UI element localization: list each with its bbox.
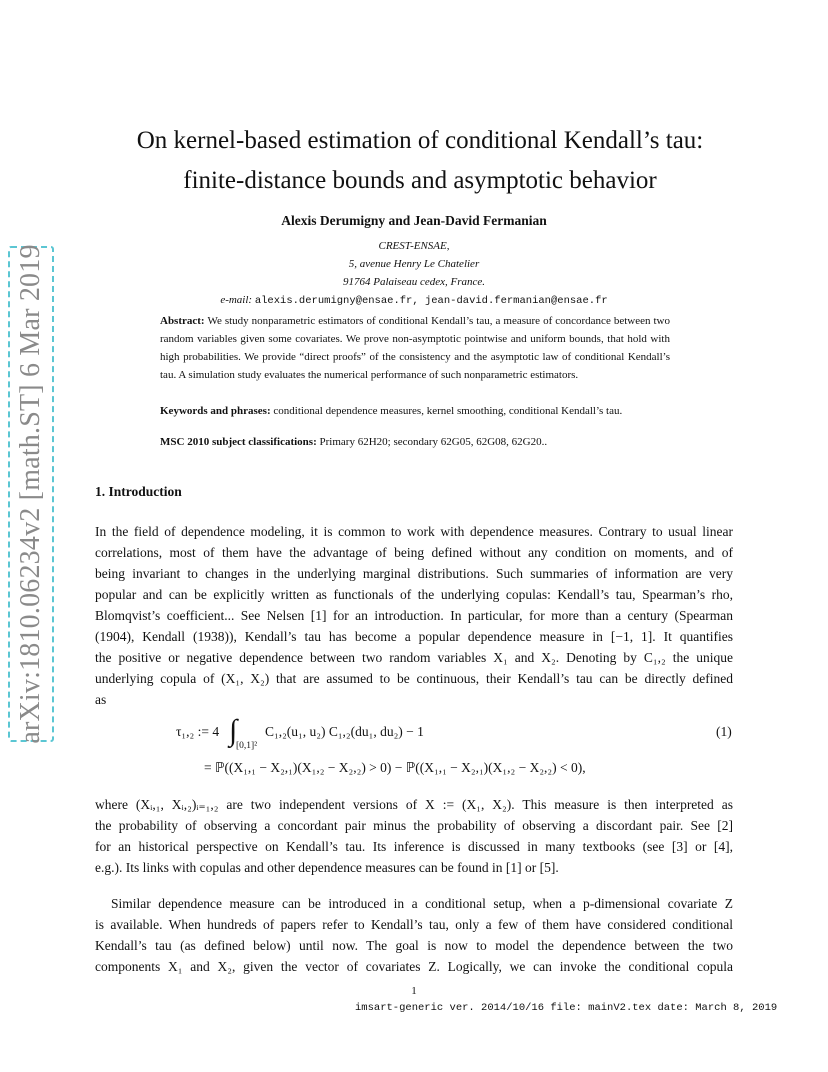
abstract-label: Abstract:: [160, 315, 205, 327]
authors: Alexis Derumigny and Jean-David Fermanian: [281, 213, 547, 228]
paragraph-line: for an historical perspective on Kendall’s tau. Its inference is discussed in many textbooks (see [3] or [4],: [95, 839, 733, 854]
equation-1-number: (1): [716, 724, 732, 739]
msc-classification: [160, 433, 670, 451]
abstract-text: We study nonparametric estimators of conditional Kendall’s tau, a measure of concordance between two random variables given some covariates. We prove non-asymptotic pointwise and uniform bounds, that hold with high probabilities. We provide “direct proofs” of the consistency and the asymptotic law of conditional Kendall’s tau. A simulation study evaluates the numerical performance of such nonparametric estimators.: [160, 315, 670, 381]
paragraph-line: popular and can be explicitly written as functionals of the underlying copulas: Kendall’s tau, Spearman’s rho,: [95, 587, 733, 602]
affiliation-line-2: 5, avenue Henry Le Chatelier: [348, 258, 480, 270]
paragraph-line: (1904), Kendall (1938)), Kendall’s tau has become a popular dependence measure in [−1, 1]. It quantifies: [95, 629, 733, 644]
integral-sign: ∫: [229, 714, 238, 747]
arxiv-identifier: arXiv:1810.06234v2 [math.ST] 6 Mar 2019: [15, 244, 46, 744]
paragraph-line: the probability of observing a concordant pair minus the probability of observing a discordant pair. See [2]: [95, 818, 733, 833]
section-heading-introduction: 1. Introduction: [95, 484, 182, 499]
paragraph-line: being invariant to changes in the underlying marginal distributions. Such summaries of information are very: [95, 566, 733, 581]
intro-paragraph-2: [95, 794, 733, 878]
keywords-text: conditional dependence measures, kernel smoothing, conditional Kendall’s tau.: [273, 405, 623, 417]
paragraph-line: components X₁ and X₂, given the vector of covariates Z. Logically, we can invoke the conditional copula: [95, 959, 733, 974]
paper-title-line-2: finite-distance bounds and asymptotic behavior: [183, 167, 657, 194]
paragraph-line: Blomqvist’s coefficient... See Nelsen [1] for an introduction. In particular, for more than a century (Spearman: [95, 608, 733, 623]
paragraph-line: underlying copula of (X₁, X₂) that are assumed to be continuous, their Kendall’s tau can be directly defined: [95, 671, 733, 686]
arxiv-stamp: [8, 246, 54, 742]
abstract: [160, 312, 670, 384]
affiliation-line-3: 91764 Palaiseau cedex, France.: [342, 276, 486, 288]
page-number: 1: [411, 985, 417, 997]
keywords-label: Keywords and phrases:: [160, 405, 271, 417]
paper-title-line-1: On kernel-based estimation of conditional Kendall’s tau:: [136, 127, 704, 154]
equation-1-lhs: τ₁,₂ := 4: [176, 724, 220, 739]
paragraph-line: as: [95, 692, 107, 707]
paragraph-line: Similar dependence measure can be introduced in a conditional setup, when a p-dimensional covariate Z: [111, 896, 733, 911]
affiliation-line-1: CREST-ENSAE,: [378, 240, 450, 252]
footer-meta: imsart-generic ver. 2014/10/16 file: mainV2.tex date: March 8, 2019: [355, 1002, 778, 1014]
paragraph-line: e.g.). Its links with copulas and other dependence measures can be found in [1] or [5].: [95, 860, 559, 875]
email-addresses: alexis.derumigny@ensae.fr, jean-david.fermanian@ensae.fr: [254, 295, 608, 307]
paragraph-line: is available. When hundreds of papers refer to Kendall’s tau, only a few of them have considered conditional: [95, 917, 733, 932]
intro-paragraph-3: [95, 893, 733, 977]
equation-1-body: C₁,₂(u₁, u₂) C₁,₂(du₁, du₂) − 1: [265, 724, 424, 739]
keywords: [160, 402, 670, 420]
paragraph-line: Kendall’s tau (as defined below) until now. The goal is now to model the dependence between the two: [95, 938, 733, 953]
msc-text: Primary 62H20; secondary 62G05, 62G08, 62G20..: [319, 436, 548, 448]
email-label: e-mail:: [220, 294, 253, 306]
integral-domain: [0,1]²: [236, 741, 258, 751]
paragraph-line: In the field of dependence modeling, it is common to work with dependence measures. Contrary to usual linear: [95, 524, 733, 539]
paragraph-line: correlations, most of them have the advantage of being defined without any condition on moments, and of: [95, 545, 733, 560]
msc-label: MSC 2010 subject classifications:: [160, 436, 317, 448]
paragraph-line: the positive or negative dependence between two random variables X₁ and X₂. Denoting by C₁,₂ the unique: [95, 650, 733, 665]
paragraph-line: where (Xᵢ,₁, Xᵢ,₂)ᵢ₌₁,₂ are two independent versions of X := (X₁, X₂). This measure is then interpreted as: [95, 797, 733, 812]
intro-paragraph-1: [95, 521, 733, 710]
equation-1-line-2: = ℙ((X₁,₁ − X₂,₁)(X₁,₂ − X₂,₂) > 0) − ℙ((X₁,₁ − X₂,₁)(X₁,₂ − X₂,₂) < 0),: [204, 760, 586, 775]
email-line: [0, 291, 828, 310]
